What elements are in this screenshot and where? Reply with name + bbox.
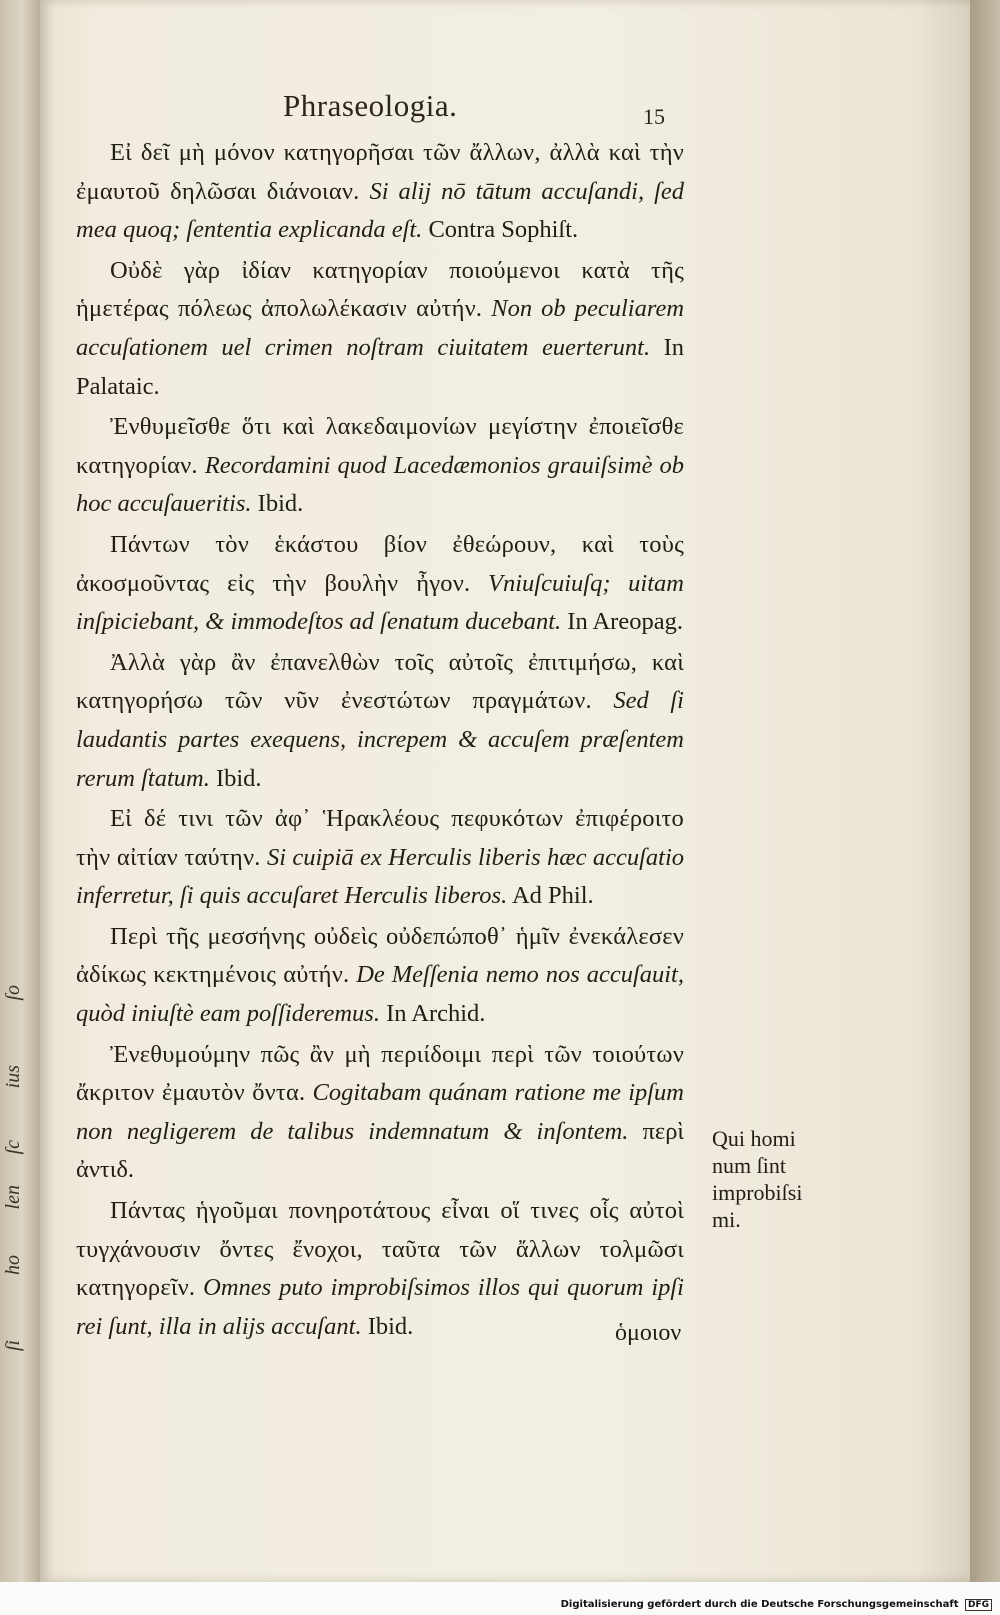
citation: Contra Sophiſt. (428, 216, 579, 244)
latin-translation: De Meſſenia nemo nos accuſauit, quòd iniuſtè eam poſſideremus. (76, 961, 684, 1028)
greek-text: Πάντας ἡγοῦμαι πονηροτάτους εἶναι οἵ τινες οἷς αὐτοὶ τυγχάνουσιν ὄντες ἔνοχοι, ταῦτα τῶν ἄλλων τολμῶσι κατηγορεῖν. (76, 1197, 684, 1302)
citation: Ibid. (257, 490, 304, 518)
running-head: Phraseologia. (283, 88, 458, 123)
marginal-note-line: mi. (712, 1207, 741, 1232)
left-fragment: len (2, 1185, 24, 1210)
greek-text: Ἀλλὰ γὰρ ἂν ἐπανελθὼν τοῖς αὐτοῖς ἐπιτιμήσω, καὶ κατηγορήσω τῶν νῦν ἐνεστώτων πραγμάτων. (76, 648, 684, 715)
right-page-edge (970, 0, 1000, 1582)
citation: In Areopag. (567, 608, 683, 636)
latin-translation: Si cuipiā ex Herculis liberis hæc accuſatio inferretur, ſi quis accuſaret Herculis liberos. (76, 843, 685, 910)
paragraph (76, 526, 684, 642)
latin-translation: Vniuſcuiuſq; uitam inſpiciebant, & immodeſtos ad ſenatum ducebant. (76, 569, 684, 636)
left-fragment: ſo (2, 985, 24, 1001)
citation: Ad Phil. (511, 882, 594, 910)
greek-text: Περὶ τῆς μεσσήνης οὐδεὶς οὐδεπώποθ᾽ ἡμῖν ἐνεκάλεσεν ἀδίκως κεκτημένοις αὐτήν. (76, 922, 684, 989)
greek-text: Εἰ δεῖ μὴ μόνον κατηγορῆσαι τῶν ἄλλων, ἀλλὰ καὶ τὴν ἐμαυτοῦ δηλῶσαι διάνοιαν. (76, 139, 684, 205)
paragraph (76, 800, 684, 916)
latin-translation: Si alij nō tātum accuſandi, ſed mea quoq; ſententia explicanda eſt. (76, 177, 684, 244)
latin-translation: Omnes puto improbiſsimos illos qui quorum ipſi rei ſunt, illa in alijs accuſant. (76, 1274, 684, 1340)
latin-translation: Recordamini quod Lacedæmonios grauiſsimè ob hoc accuſaueritis. (76, 451, 685, 518)
greek-text: Οὐδὲ γὰρ ἰδίαν κατηγορίαν ποιούμενοι κατὰ τῆς ἡμετέρας πόλεως ἀπολωλέκασιν αὐτήν. (76, 256, 684, 323)
marginal-note-line: Qui homi (712, 1126, 796, 1151)
citation: In Palataic. (76, 333, 684, 400)
citation: In Archid. (386, 1000, 486, 1028)
marginal-note-line: improbiſsi (712, 1180, 803, 1205)
citation: περὶ ἀντιδ. (76, 1117, 685, 1184)
citation: Ibid. (367, 1312, 414, 1340)
footer-strip (0, 1582, 1000, 1615)
paragraph (76, 918, 684, 1034)
latin-translation: Sed ſi laudantis partes exequens, increpem & accuſem præſentem rerum ſtatum. (76, 687, 684, 792)
marginal-note-line: num ſint (712, 1153, 786, 1178)
latin-translation: Cogitabam quánam ratione me ipſum non negligerem de talibus indemnatum & inſontem. (76, 1079, 684, 1145)
paragraph (76, 252, 684, 406)
page-number: 15 (643, 104, 665, 129)
left-fragment: ſi (2, 1340, 24, 1352)
paragraph (76, 134, 684, 250)
citation: Ibid. (215, 764, 262, 792)
catchword: ὁμοιον (615, 1320, 682, 1346)
paragraph (76, 644, 684, 798)
greek-text: Ἐνεθυμούμην πῶς ἂν μὴ περιίδοιμι περὶ τῶν τοιούτων ἄκριτον ἐμαυτὸν ὄντα. (76, 1040, 684, 1107)
body-text (76, 134, 684, 1348)
paragraph (76, 1036, 684, 1190)
left-fragment: ſc (2, 1140, 24, 1155)
marginal-note (712, 1125, 822, 1233)
greek-text: Πάντων τὸν ἑκάστου βίον ἐθεώρουν, καὶ τοὺς ἀκοσμοῦντας εἰς τὴν βουλὴν ἦγον. (76, 530, 684, 597)
latin-translation: Non ob peculiarem accuſationem uel crimen noſtram ciuitatem euerterunt. (76, 295, 685, 361)
left-fragment: ius (2, 1065, 24, 1089)
left-page-edge (0, 0, 40, 1615)
greek-text: Ἐνθυμεῖσθε ὅτι καὶ λακεδαιμονίων μεγίστην ἐποιεῖσθε κατηγορίαν. (76, 413, 684, 479)
dfg-logo: DFG (965, 1599, 992, 1611)
left-fragment: ho (2, 1255, 24, 1275)
digitization-credit (561, 1599, 992, 1611)
credit-text: Digitalisierung gefördert durch die Deutsche Forschungsgemeinschaft (560, 1599, 959, 1610)
paragraph (76, 1192, 684, 1346)
paragraph (76, 408, 684, 524)
greek-text: Εἰ δέ τινι τῶν ἀφ᾽ Ἡρακλέους πεφυκότων ἐπιφέροιτο τὴν αἰτίαν ταύτην. (76, 805, 684, 871)
